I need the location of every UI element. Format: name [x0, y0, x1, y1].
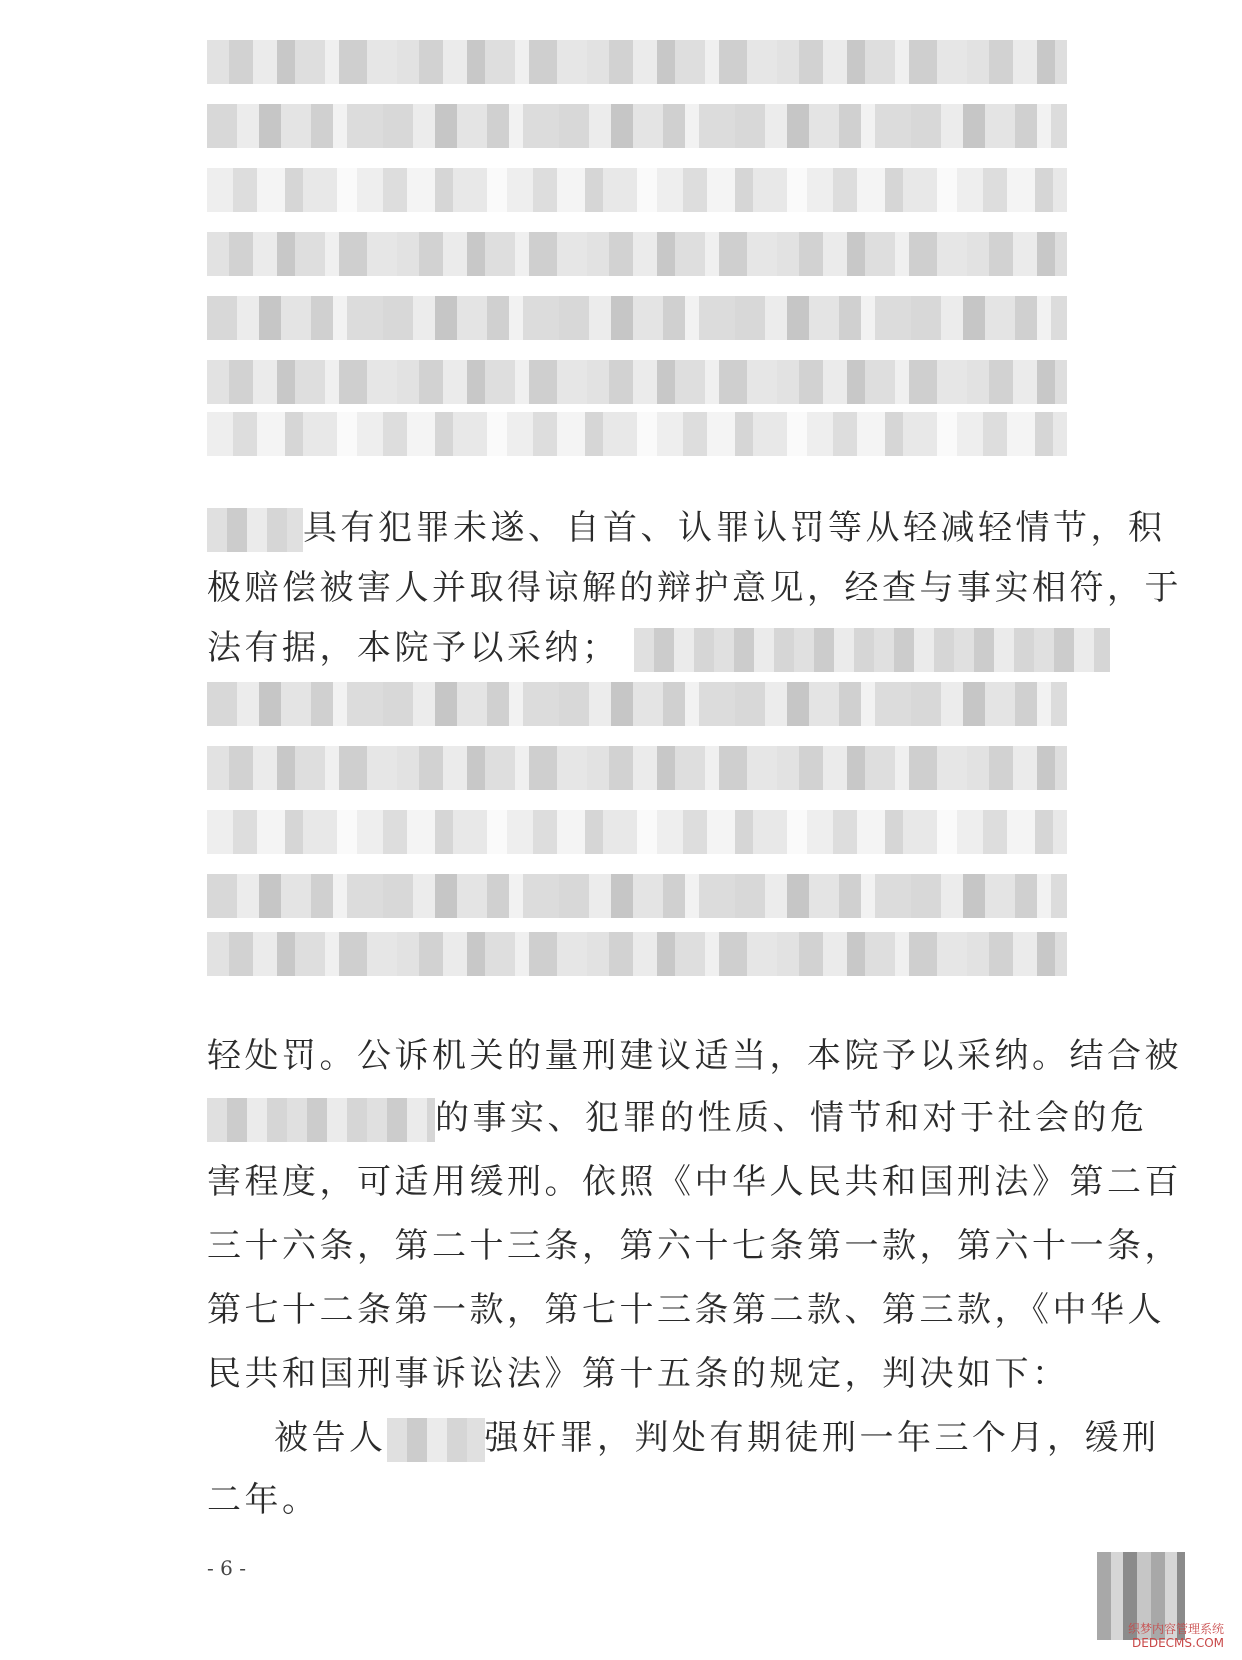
line-6-text: 害程度，可适用缓刑。依照《中华人民共和国刑法》第二百	[207, 1162, 1182, 1202]
watermark-line-1: 织梦内容管理系统	[1128, 1622, 1225, 1636]
text-line-5	[207, 1086, 1148, 1150]
line-2-text: 极赔偿被害人并取得谅解的辩护意见，经查与事实相符，于	[207, 568, 1182, 608]
watermark-line-2: DEDECMS.COM	[1132, 1636, 1225, 1650]
text-line-1	[207, 496, 1166, 560]
line-4-text: 轻处罚。公诉机关的量刑建议适当，本院予以采纳。结合被	[207, 1036, 1182, 1076]
line-8-text: 第七十二条第一款，第七十三条第二款、第三款，《中华人	[207, 1290, 1165, 1330]
redacted-line	[207, 874, 1067, 918]
redacted-line	[207, 168, 1067, 212]
redacted-line	[207, 296, 1067, 340]
line-7-text: 三十六条，第二十三条，第六十七条第一款，第六十一条，	[207, 1226, 1182, 1266]
line-10-text: 强奸罪，判处有期徒刑一年三个月，缓刑	[484, 1418, 1160, 1458]
redacted-line	[207, 810, 1067, 854]
line-11-text: 二年。	[207, 1480, 320, 1520]
text-line-3	[207, 616, 1067, 680]
text-line-2	[207, 556, 1182, 620]
redacted-name	[207, 508, 303, 552]
text-line-8	[207, 1278, 1165, 1342]
redacted-line	[207, 360, 1067, 404]
line-1-text: 具有犯罪未遂、自首、认罪认罚等从轻减轻情节，积	[303, 508, 1166, 548]
line-3-text: 法有据，本院予以采纳；	[207, 628, 620, 668]
redacted-line	[207, 232, 1067, 276]
redacted-line	[207, 932, 1067, 976]
watermark	[1128, 1622, 1224, 1650]
text-line-4	[207, 1024, 1182, 1088]
text-line-6	[207, 1150, 1182, 1214]
text-line-11	[207, 1468, 1067, 1532]
redacted-name	[207, 1098, 435, 1142]
text-line-10	[274, 1406, 1160, 1470]
redacted-text	[634, 628, 1110, 672]
redacted-line	[207, 746, 1067, 790]
redacted-paragraph-top	[207, 40, 1067, 456]
text-line-7	[207, 1214, 1182, 1278]
redacted-line	[207, 104, 1067, 148]
redacted-defendant-name	[387, 1418, 485, 1462]
line-10-prefix: 被告人	[274, 1418, 387, 1458]
line-9-text: 民共和国刑事诉讼法》第十五条的规定，判决如下：	[207, 1354, 1070, 1394]
redacted-line	[207, 682, 1067, 726]
text-line-9	[207, 1342, 1070, 1406]
line-5-text: 的事实、犯罪的性质、情节和对于社会的危	[435, 1098, 1148, 1138]
redacted-line	[207, 412, 1067, 456]
redacted-paragraph-middle	[207, 682, 1067, 992]
page-number: - 6 -	[207, 1556, 246, 1580]
redacted-line	[207, 40, 1067, 84]
